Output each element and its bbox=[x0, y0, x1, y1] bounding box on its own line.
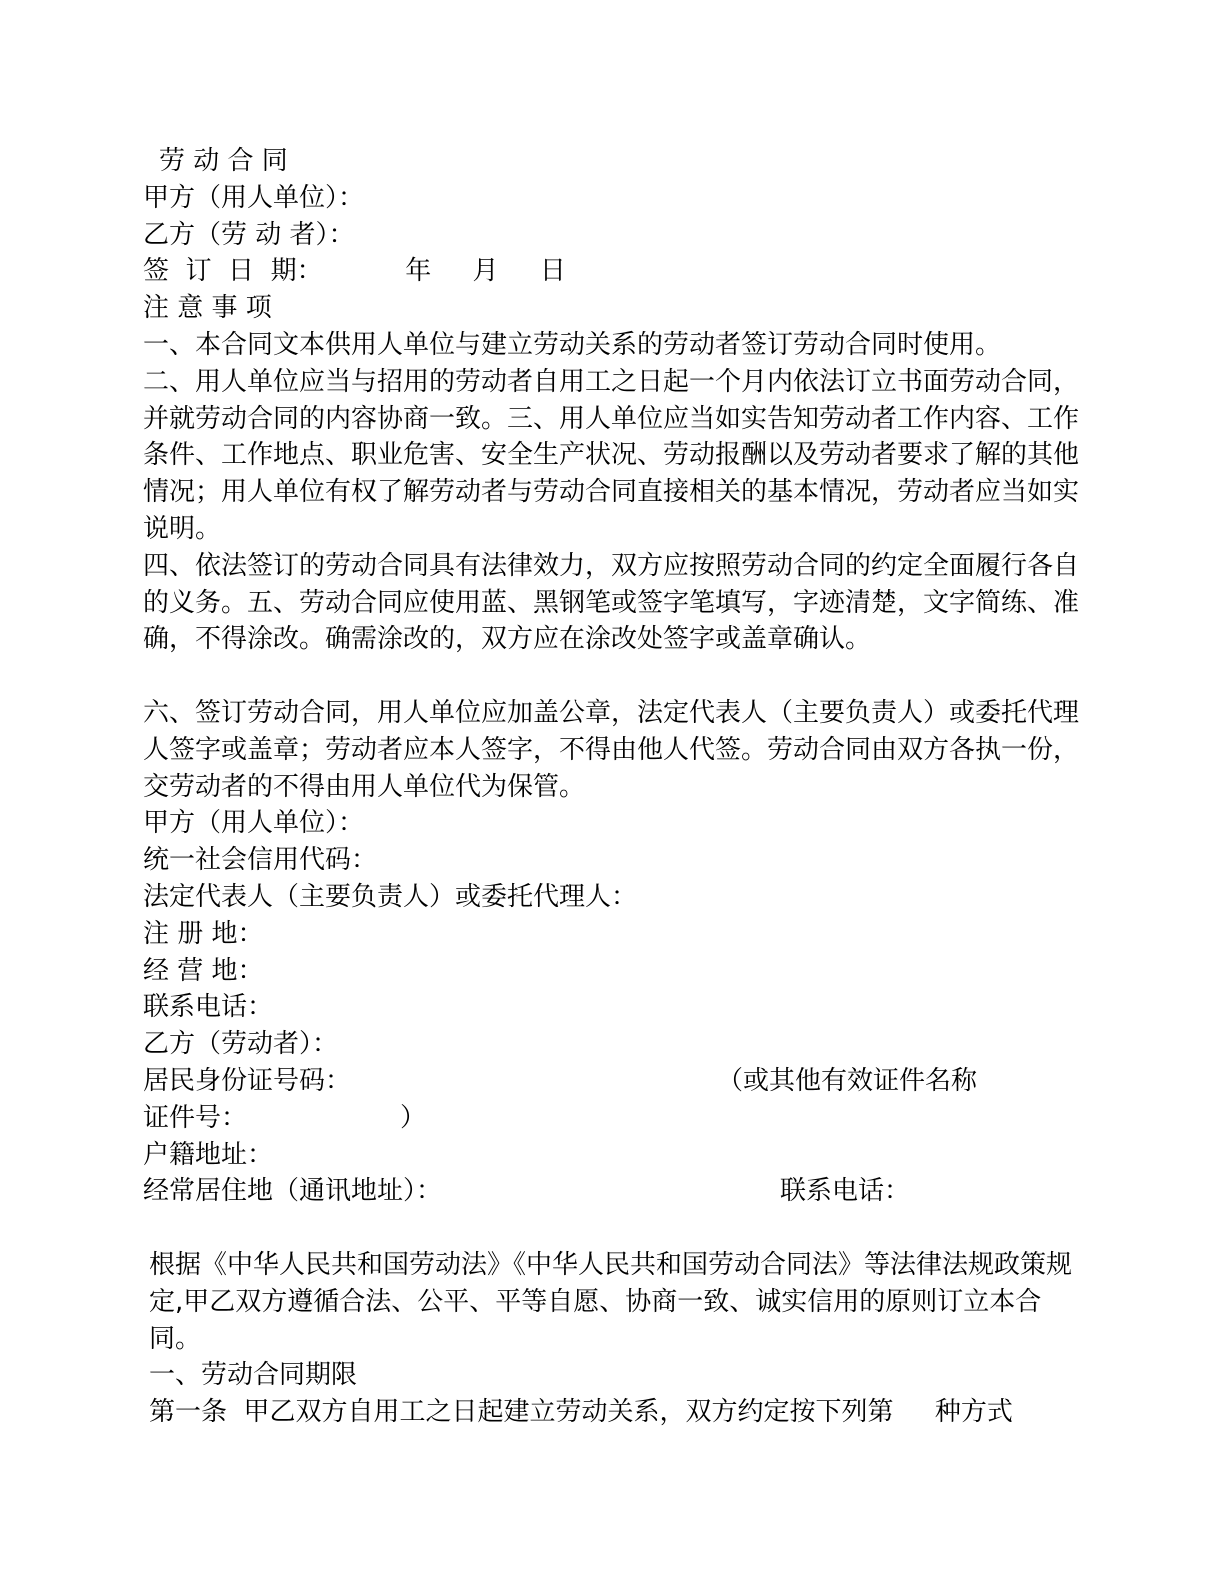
notice-item-1: 一、本合同文本供用人单位与建立劳动关系的劳动者签订劳动合同时使用。 bbox=[143, 329, 1002, 360]
employee-other-id: （或其他有效证件名称 bbox=[717, 1065, 978, 1096]
cover-party-a: 甲方（用人单位）： bbox=[143, 182, 365, 213]
notice-item-4-5: 四、依法签订的劳动合同具有法律效力，双方应按照劳动合同的约定全面履行各自的义务。五、劳动合同应使用蓝、黑钢笔或签字笔填写，字迹清楚，文字简练、准确，不得涂改。确需涂改的，双方应在涂改处签字或盖章确认。 bbox=[143, 550, 1080, 655]
employee-id-number: 居民身份证号码： bbox=[143, 1065, 352, 1096]
spacer bbox=[143, 658, 1093, 695]
employee-label: 乙方（劳动者）： bbox=[143, 1029, 339, 1060]
employer-phone: 联系电话： bbox=[143, 992, 274, 1023]
employer-registered-address: 注 册 地： bbox=[143, 918, 264, 949]
employee-cert-number: 证件号： bbox=[143, 1102, 248, 1133]
contract-title: 劳 动 合 同 bbox=[159, 146, 288, 176]
employer-legal-rep: 法定代表人（主要负责人）或委托代理人： bbox=[143, 881, 638, 912]
notice-item-6: 六、签订劳动合同，用人单位应加盖公章，法定代表人（主要负责人）或委托代理人签字或盖章；劳动者应本人签字，不得由他人代签。劳动合同由双方各执一份，交劳动者的不得由用人单位代为保管。 bbox=[143, 697, 1080, 802]
employee-household-address: 户籍地址： bbox=[143, 1139, 274, 1170]
employee-residence-row bbox=[143, 1173, 1093, 1210]
notice-heading: 注 意 事 项 bbox=[143, 293, 272, 324]
employee-residence: 经常居住地（通讯地址）： bbox=[143, 1176, 443, 1207]
contract-page bbox=[143, 143, 1093, 1431]
employee-cert-row bbox=[143, 1100, 1093, 1137]
employee-residence-phone: 联系电话： bbox=[780, 1176, 911, 1207]
article-1: 第一条 甲乙双方自用工之日起建立劳动关系，双方约定按下列第 种方式 bbox=[149, 1397, 1013, 1428]
section-heading-1: 一、劳动合同期限 bbox=[149, 1360, 358, 1391]
employer-credit-code: 统一社会信用代码： bbox=[143, 845, 378, 876]
notice-item-2-3: 二、用人单位应当与招用的劳动者自用工之日起一个月内依法订立书面劳动合同，并就劳动合同的内容协商一致。三、用人单位应当如实告知劳动者工作内容、工作条件、工作地点、职业危害、安全生产状况、劳动报酬以及劳动者要求了解的其他情况；用人单位有权了解劳动者与劳动合同直接相关的基本情况，劳动者应当如实说明。 bbox=[143, 366, 1080, 544]
spacer bbox=[143, 1210, 1093, 1247]
preamble: 根据《中华人民共和国劳动法》《中华人民共和国劳动合同法》等法律法规政策规定,甲乙双方遵循合法、公平、平等自愿、协商一致、诚实信用的原则订立本合同。 bbox=[149, 1249, 1073, 1354]
employer-label: 甲方（用人单位）： bbox=[143, 808, 365, 839]
employee-cert-close: ） bbox=[400, 1102, 427, 1133]
employer-business-address: 经 营 地： bbox=[143, 955, 264, 986]
cover-sign-date: 签 订 日 期： 年 月 日 bbox=[143, 256, 566, 287]
employee-id-row bbox=[143, 1063, 1093, 1100]
cover-party-b: 乙方（劳 动 者）： bbox=[143, 219, 355, 250]
